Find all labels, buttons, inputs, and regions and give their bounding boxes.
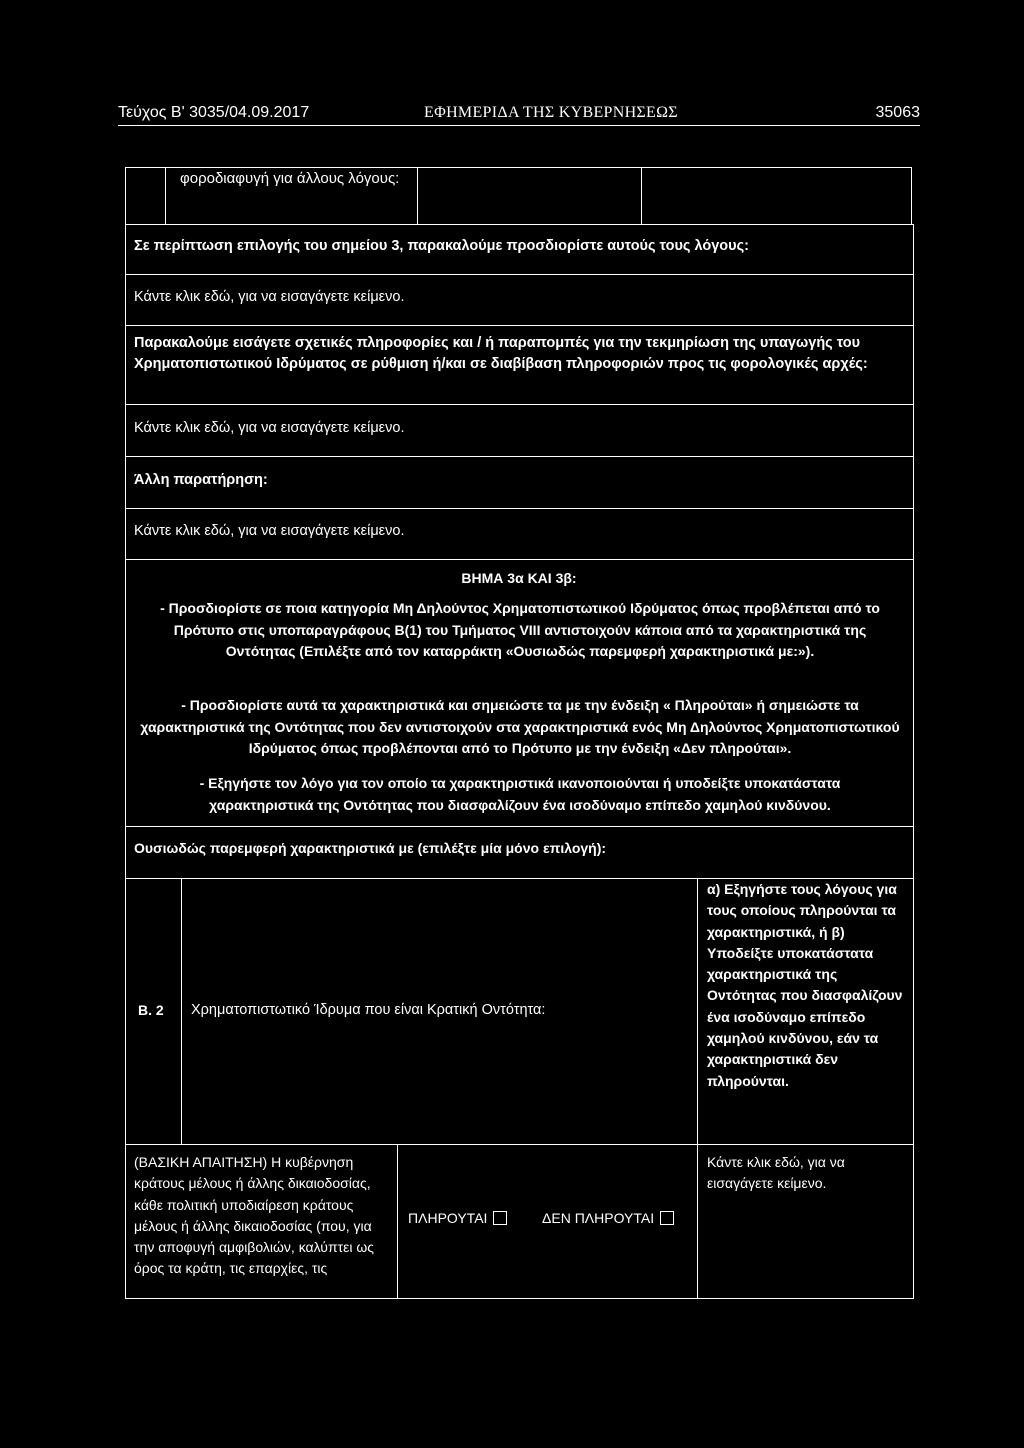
header-rule bbox=[118, 125, 920, 126]
step-paragraph-3: - Εξηγήστε τον λόγο για τον οποίο τα χαρακτηριστικά ικανοποιούνται ή υποδείξτε υποκατάστατα χαρακτηριστικά της Οντότητας που διασφαλίζουν ένα ισοδύναμο επίπεδο χαμηλού κινδύνου. bbox=[199, 775, 841, 813]
tax-evasion-other-label: φοροδιαφυγή για άλλους λόγους: bbox=[180, 170, 400, 187]
row-divider bbox=[125, 274, 914, 275]
step-title: ΒΗΜΑ 3α ΚΑΙ 3β: bbox=[461, 570, 577, 586]
row-divider bbox=[125, 404, 914, 405]
requirement-divider-1 bbox=[397, 1144, 398, 1299]
top-row-divider-1 bbox=[165, 167, 166, 224]
basic-requirement-text: (ΒΑΣΙΚΗ ΑΠΑΙΤΗΣΗ) Η κυβέρνηση κράτους μέλους ή άλλης δικαιοδοσίας, κάθε πολιτική υποδιαίρεση κράτους μέλους ή άλλης δικαιοδοσίας (που, για την αποφυγή αμφιβολιών, καλύπτει ως όρος τα κράτη, τις επαρχίες, τις bbox=[134, 1154, 375, 1277]
info-prompt: Παρακαλούμε εισάγετε σχετικές πληροφορίες και / ή παραπομπές για την τεκμηρίωση της υπαγωγής του Χρηματοπιστωτικού Ιδρύματος σε ρύθμιση ή/και σε διαβίβαση πληροφοριών προς τις φορολογικές αρχές: bbox=[134, 335, 868, 372]
other-remark-input[interactable]: Κάντε κλικ εδώ, για να εισαγάγετε κείμενο. bbox=[134, 523, 405, 539]
b2-code: Β. 2 bbox=[138, 1002, 164, 1018]
step-paragraph-2: - Προσδιορίστε αυτά τα χαρακτηριστικά και σημειώστε τα με την ένδειξη « Πληρούται» ή σημειώστε τα χαρακτηριστικά της Οντότητας που δεν αντιστοιχούν στα χαρακτηριστικά ενός Μη Δηλούντος Χρηματοπιστωτικού Ιδρύματος όπως προβλέπονται από το Πρότυπο με την ένδειξη «Δεν πληρούται». bbox=[140, 697, 900, 756]
top-row-divider-2 bbox=[417, 167, 418, 224]
info-input[interactable]: Κάντε κλικ εδώ, για να εισαγάγετε κείμενο. bbox=[134, 420, 405, 436]
step-paragraph-1: - Προσδιορίστε σε ποια κατηγορία Μη Δηλούντος Χρηματοπιστωτικού Ιδρύματος όπως προβλέπεται από το Πρότυπο στις υποπαραγράφους Β(1) του Τμήματος VIII αντιστοιχούν κάποια από τα χαρακτηριστικά της Οντότητας (Επιλέξτε από τον καταρράκτη «Ουσιωδώς παρεμφερή χαρακτηριστικά με:»). bbox=[160, 600, 880, 659]
requirement-input[interactable]: Κάντε κλικ εδώ, για να εισαγάγετε κείμενο. bbox=[707, 1154, 845, 1192]
row-divider bbox=[125, 559, 914, 560]
not-met-option[interactable] bbox=[542, 1208, 674, 1229]
met-label: ΠΛΗΡΟΥΤΑΙ bbox=[408, 1210, 488, 1226]
row-divider bbox=[125, 826, 914, 827]
row-divider bbox=[125, 508, 914, 509]
not-met-checkbox[interactable] bbox=[660, 1211, 674, 1225]
gazette-title: ΕΦΗΜΕΡΙΔΑ ΤΗΣ ΚΥΒΕΡΝΗΣΕΩΣ bbox=[424, 104, 678, 121]
b2-divider-1 bbox=[181, 878, 182, 1145]
row-divider bbox=[125, 456, 914, 457]
top-row-divider-4 bbox=[911, 167, 912, 224]
met-option[interactable] bbox=[408, 1208, 507, 1229]
other-remark-prompt: Άλλη παρατήρηση: bbox=[134, 472, 268, 488]
not-met-label: ΔΕΝ ΠΛΗΡΟΥΤΑΙ bbox=[542, 1210, 655, 1226]
page-number: 35063 bbox=[875, 104, 920, 121]
issue-number: Τεύχος Β' 3035/04.09.2017 bbox=[118, 104, 310, 121]
top-row-divider-3 bbox=[641, 167, 642, 224]
requirement-divider-2 bbox=[697, 1144, 698, 1299]
b2-divider-2 bbox=[697, 878, 698, 1145]
reasons-prompt: Σε περίπτωση επιλογής του σημείου 3, παρακαλούμε προσδιορίστε αυτούς τους λόγους: bbox=[134, 238, 749, 254]
b2-label: Χρηματοπιστωτικό Ίδρυμα που είναι Κρατική Οντότητα: bbox=[191, 1002, 546, 1018]
reasons-input[interactable]: Κάντε κλικ εδώ, για να εισαγάγετε κείμενο. bbox=[134, 289, 405, 305]
met-checkbox[interactable] bbox=[493, 1211, 507, 1225]
substantially-similar-prompt: Ουσιωδώς παρεμφερή χαρακτηριστικά με (επιλέξτε μία μόνο επιλογή): bbox=[134, 840, 607, 856]
row-divider bbox=[125, 325, 914, 326]
b2-explain-instructions: α) Εξηγήστε τους λόγους για τους οποίους πληρούνται τα χαρακτηριστικά, ή β) Υποδείξτε υποκατάστατα χαρακτηριστικά της Οντότητας που διασφαλίζουν ένα ισοδύναμο επίπεδο χαμηλού κινδύνου, εάν τα χαρακτηριστικά δεν πληρούνται. bbox=[707, 881, 903, 1089]
